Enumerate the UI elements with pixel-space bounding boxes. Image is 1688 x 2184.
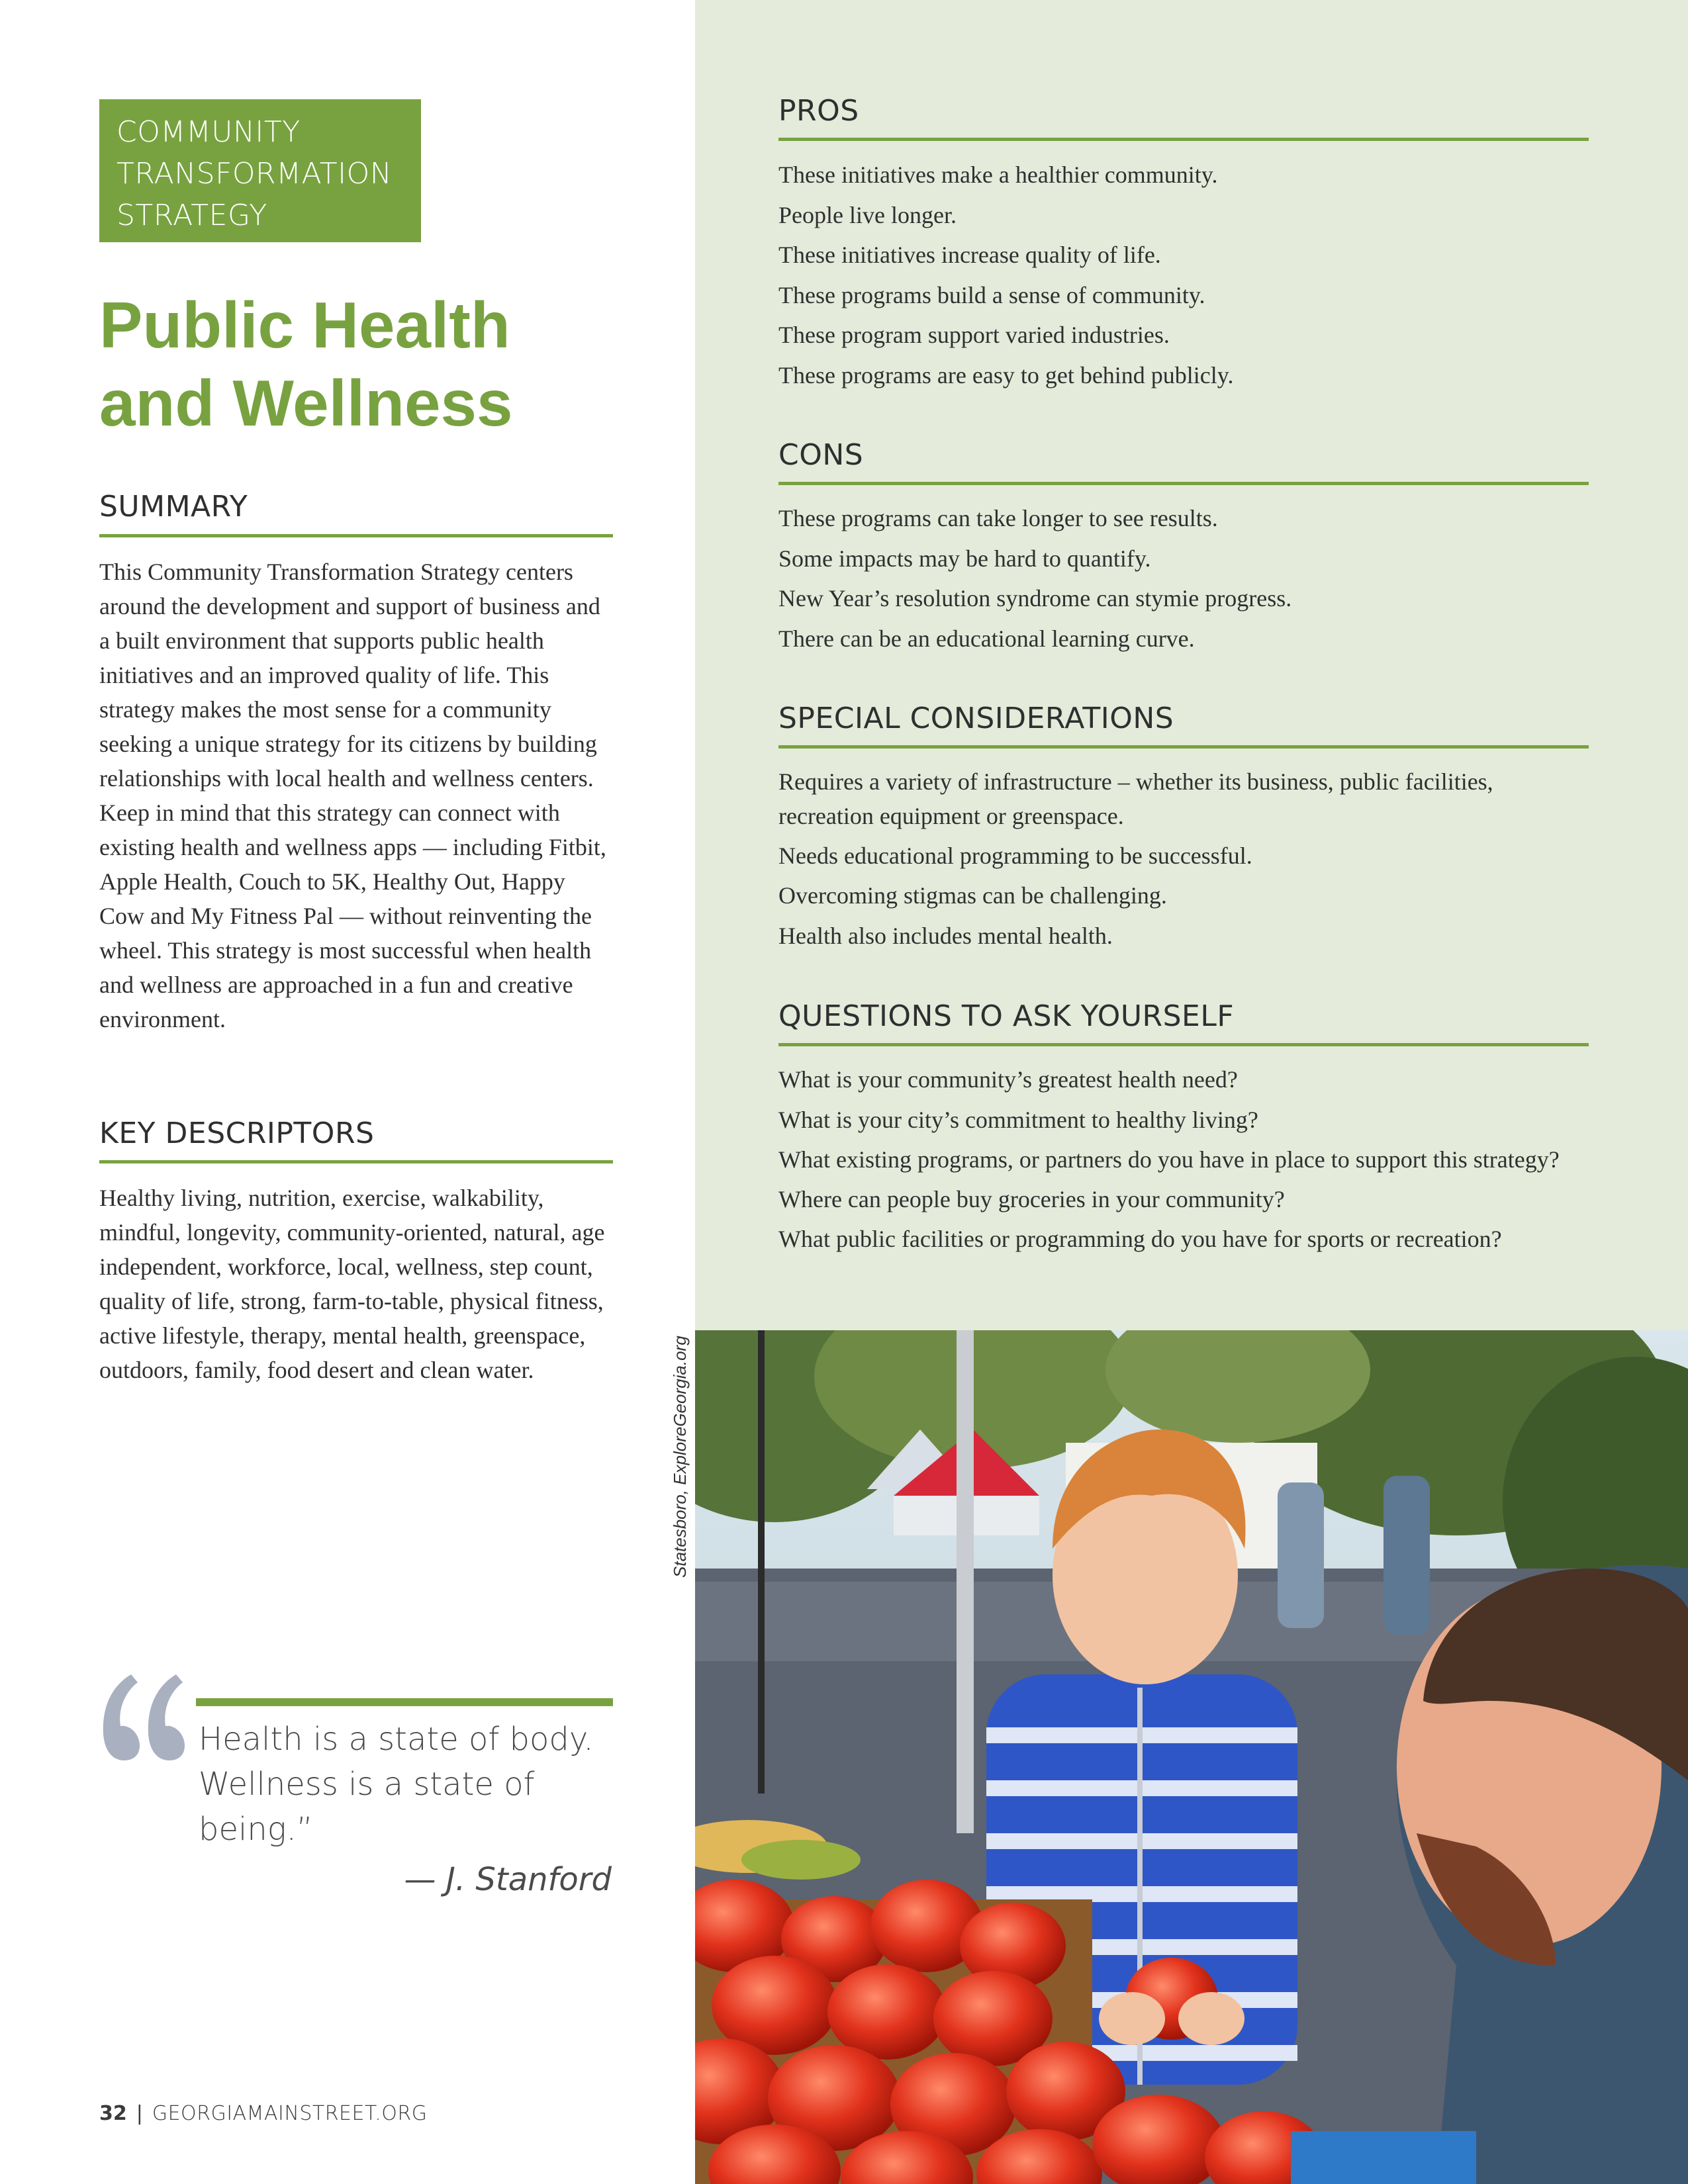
list-item: These initiatives increase quality of life. bbox=[778, 242, 1161, 268]
quote-mark-icon bbox=[98, 1661, 191, 1767]
strategy-tag-line: TRANSFORMATION bbox=[117, 157, 393, 191]
photo-credit: Statesboro, ExploreGeorgia.org bbox=[670, 1336, 690, 1578]
summary-text: This Community Transformation Strategy centers around the development and support of business and a built environment that supports public health initiatives and an improved quality of life. This strategy makes the most sense for a community seeking a unique strategy for its citizens by building relationships with local health and wellness centers. Keep in mind that this strategy can connect with existing health and wellness apps — including Fitbit, Apple Health, Couch to 5K, Healthy Out, Happy Cow and My Fitness Pal — without reinventing the wheel. This strategy is most successful when health and wellness are approached in a fun and creative environment. bbox=[99, 559, 606, 1032]
list-item: There can be an educational learning curve. bbox=[778, 625, 1195, 652]
pros-heading: PROS bbox=[778, 94, 859, 128]
summary-heading: SUMMARY bbox=[99, 490, 248, 523]
list-item: People live longer. bbox=[778, 201, 957, 228]
list-item: Requires a variety of infrastructure – whether its business, public facilities, recreation equipment or greenspace. bbox=[778, 768, 1493, 829]
cons-heading: CONS bbox=[778, 438, 864, 472]
list-item: What is your city’s commitment to healthy living? bbox=[778, 1106, 1258, 1133]
footer-site-link[interactable]: GEORGIAMAINSTREET.ORG bbox=[152, 2102, 428, 2125]
footer bbox=[99, 2102, 427, 2125]
strategy-tag bbox=[99, 99, 421, 242]
cons-list bbox=[778, 501, 1593, 661]
pros-rule bbox=[778, 138, 1589, 141]
footer-separator: | bbox=[136, 2102, 143, 2125]
page-title bbox=[99, 286, 629, 442]
list-item: Health also includes mental health. bbox=[778, 922, 1113, 949]
list-item: These programs can take longer to see results. bbox=[778, 505, 1218, 531]
list-item: New Year’s resolution syndrome can stymie progress. bbox=[778, 585, 1292, 612]
quote-text: Health is a state of body. Wellness is a state of being.” bbox=[199, 1721, 594, 1848]
list-item: Needs educational programming to be successful. bbox=[778, 842, 1252, 869]
market-photo-image bbox=[695, 1330, 1688, 2184]
page-title-line: Public Health bbox=[99, 289, 510, 361]
cons-rule bbox=[778, 482, 1589, 485]
quote-attribution: — J. Stanford bbox=[404, 1861, 612, 1898]
questions-list bbox=[778, 1062, 1593, 1262]
summary-rule bbox=[99, 534, 613, 537]
special-considerations-heading: SPECIAL CONSIDERATIONS bbox=[778, 702, 1174, 735]
list-item: Overcoming stigmas can be challenging. bbox=[778, 882, 1167, 909]
list-item: These programs build a sense of community. bbox=[778, 281, 1205, 308]
questions-rule bbox=[778, 1043, 1589, 1046]
questions-heading: QUESTIONS TO ASK YOURSELF bbox=[778, 999, 1235, 1033]
key-descriptors-rule bbox=[99, 1160, 613, 1163]
quote-rule bbox=[196, 1698, 613, 1706]
list-item: These programs are easy to get behind publicly. bbox=[778, 361, 1234, 388]
special-considerations-list bbox=[778, 764, 1593, 958]
key-descriptors-text: Healthy living, nutrition, exercise, walkability, mindful, longevity, community-oriented, natural, age independent, workforce, local, wellness, step count, quality of life, strong, farm-to-table, physical fitness, active lifestyle, therapy, mental health, greenspace, outdoors, family, food desert and clean water. bbox=[99, 1185, 605, 1383]
page-number: 32 bbox=[99, 2102, 127, 2125]
list-item: What is your community’s greatest health need? bbox=[778, 1066, 1238, 1093]
key-descriptors-heading: KEY DESCRIPTORS bbox=[99, 1116, 375, 1150]
strategy-tag-line: STRATEGY bbox=[117, 199, 267, 232]
page-title-line: and Wellness bbox=[99, 367, 513, 439]
list-item: Some impacts may be hard to quantify. bbox=[778, 545, 1151, 572]
special-considerations-rule bbox=[778, 745, 1589, 749]
list-item: These program support varied industries. bbox=[778, 322, 1170, 348]
list-item: Where can people buy groceries in your community? bbox=[778, 1185, 1285, 1212]
pros-list bbox=[778, 158, 1593, 398]
list-item: These initiatives make a healthier community. bbox=[778, 161, 1218, 188]
strategy-tag-line: COMMUNITY bbox=[117, 115, 301, 149]
list-item: What public facilities or programming do you have for sports or recreation? bbox=[778, 1226, 1502, 1252]
list-item: What existing programs, or partners do you have in place to support this strategy? bbox=[778, 1146, 1560, 1173]
market-photo bbox=[695, 1330, 1688, 2184]
